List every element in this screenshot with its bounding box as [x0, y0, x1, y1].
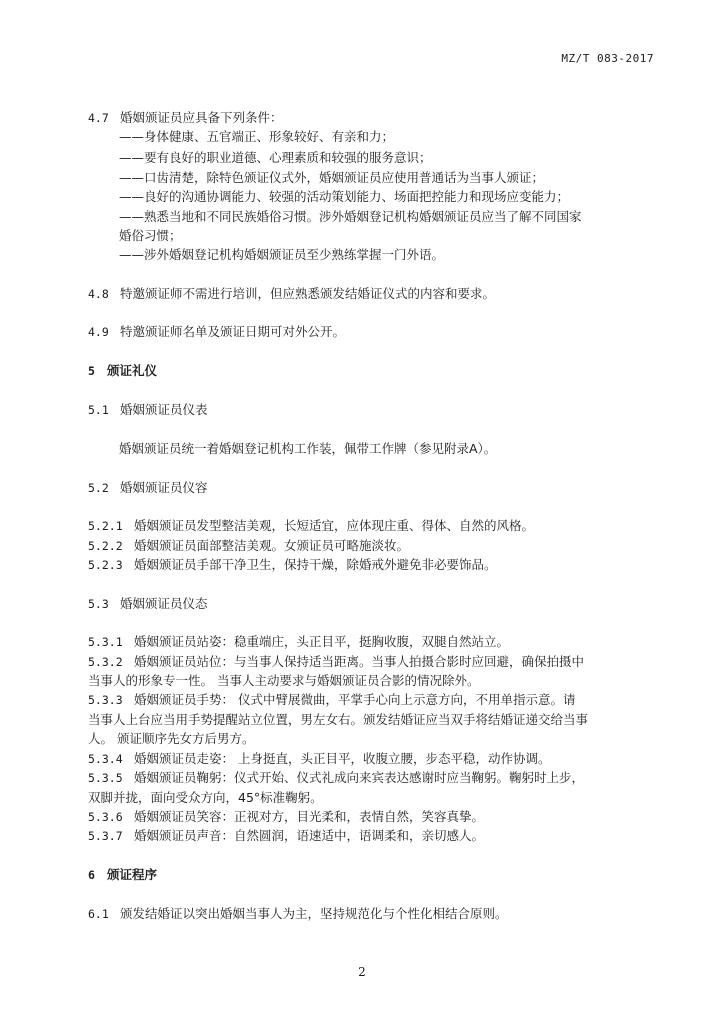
clause-number: 5.3	[88, 597, 109, 611]
list-item: ——良好的沟通协调能力、较强的活动策划能力、场面把控能力和现场应变能力；	[119, 189, 570, 204]
clause-5-3-3	[88, 692, 575, 708]
clause-number: 5.3.7	[88, 829, 123, 843]
paragraph: 婚姻颁证员统一着婚姻登记机构工作装，佩带工作牌（参见附录A）。	[119, 441, 497, 456]
clause-continuation: 人。 颁证顺序先女方后男方。	[88, 731, 255, 746]
clause-number: 4.8	[88, 287, 109, 301]
clause-number: 5.2.1	[88, 519, 123, 533]
clause-continuation: 当事人的形象专一性。 当事人主动要求与婚姻颁证员合影的情况除外。	[88, 673, 480, 688]
standard-code: MZ/T 083-2017	[561, 52, 654, 65]
clause-number: 5.2.2	[88, 539, 123, 553]
clause-number: 5.3.4	[88, 752, 123, 766]
clause-5-2-3	[88, 557, 497, 573]
clause-5-2-1	[88, 518, 534, 534]
clause-5-3-2	[88, 654, 584, 670]
clause-5-3-6	[88, 809, 484, 825]
clause-continuation: 当事人上台应当用手势提醒站立位置，男左女右。颁发结婚证应当双手将结婚证递交给当事	[88, 712, 589, 727]
clause-title: 婚姻颁证员仪表	[120, 402, 208, 417]
clause-text: 特邀颁证师名单及颁证日期可对外公开。	[120, 324, 346, 339]
clause-number: 5.3.1	[88, 635, 123, 649]
clause-text: 婚姻颁证员声音：自然圆润，语速适中，语调柔和，亲切感人。	[134, 828, 485, 843]
clause-5-1-heading	[88, 402, 208, 418]
list-item: ——要有良好的职业道德、心理素质和较强的服务意识；	[119, 150, 432, 165]
clause-text: 婚姻颁证员面部整洁美观。女颁证员可略施淡妆。	[134, 538, 410, 553]
clause-number: 4.7	[88, 111, 109, 125]
list-item: ——涉外婚姻登记机构婚姻颁证员至少熟练掌握一门外语。	[119, 247, 445, 262]
section-6-heading	[88, 867, 157, 883]
list-item: ——口齿清楚，除特色颁证仪式外，婚姻颁证员应使用普通话为当事人颁证；	[119, 170, 545, 185]
clause-5-3-4	[88, 751, 550, 767]
section-number: 5	[88, 364, 95, 378]
clause-title: 婚姻颁证员仪态	[120, 596, 208, 611]
clause-number: 6.1	[88, 907, 109, 921]
clause-5-3-1	[88, 634, 509, 650]
section-number: 6	[88, 868, 95, 882]
clause-4-7	[88, 110, 283, 126]
clause-text: 特邀颁证师不需进行培训，但应熟悉颁发结婚证仪式的内容和要求。	[120, 286, 496, 301]
clause-text: 婚姻颁证员应具备下列条件：	[120, 110, 283, 125]
clause-title: 婚姻颁证员仪容	[120, 480, 208, 495]
clause-text: 婚姻颁证员鞠躬：仪式开始、仪式礼成向来宾表达感谢时应当鞠躬。鞠躬时上步，	[134, 770, 585, 785]
section-5-heading	[88, 363, 157, 379]
clause-text: 颁发结婚证以突出婚姻当事人为主，坚持规范化与个性化相结合原则。	[120, 906, 508, 921]
page-number: 2	[358, 965, 366, 979]
clause-number: 5.3.2	[88, 655, 123, 669]
clause-4-9	[88, 324, 345, 340]
clause-text: 婚姻颁证员笑容：正视对方，目光柔和，表情自然，笑容真挚。	[134, 809, 485, 824]
list-item-continuation: 婚俗习惯；	[119, 228, 182, 243]
clause-text: 婚姻颁证员站姿：稳重端庄，头正目平，挺胸收腹，双腿自然站立。	[134, 634, 510, 649]
clause-5-3-7	[88, 828, 484, 844]
clause-continuation: 双脚并拢，面向受众方向，45°标准鞠躬。	[88, 790, 323, 805]
section-title: 颁证礼仪	[107, 363, 158, 378]
clause-5-2-2	[88, 538, 409, 554]
clause-4-8	[88, 286, 495, 302]
clause-number: 5.2	[88, 481, 109, 495]
clause-text: 婚姻颁证员手势： 仪式中臂展微曲，平掌手心向上示意方向，不用单指示意。请	[134, 692, 576, 707]
clause-number: 4.9	[88, 325, 109, 339]
clause-text: 婚姻颁证员发型整洁美观，长短适宜，应体现庄重、得体、自然的风格。	[134, 518, 535, 533]
clause-text: 婚姻颁证员走姿： 上身挺直，头正目平，收腹立腰，步态平稳，动作协调。	[134, 751, 551, 766]
clause-text: 婚姻颁证员站位：与当事人保持适当距离。当事人拍摄合影时应回避，确保拍摄中	[134, 654, 585, 669]
clause-number: 5.3.6	[88, 810, 123, 824]
clause-5-2-heading	[88, 480, 208, 496]
list-item: ——熟悉当地和不同民族婚俗习惯。涉外婚姻登记机构婚姻颁证员应当了解不同国家	[119, 209, 582, 224]
clause-5-3-5	[88, 770, 584, 786]
clause-number: 5.3.3	[88, 693, 123, 707]
section-title: 颁证程序	[107, 867, 158, 882]
clause-5-3-heading	[88, 596, 208, 612]
clause-number: 5.2.3	[88, 558, 123, 572]
clause-number: 5.1	[88, 403, 109, 417]
clause-text: 婚姻颁证员手部干净卫生，保持干燥，除婚戒外避免非必要饰品。	[134, 557, 497, 572]
clause-number: 5.3.5	[88, 771, 123, 785]
clause-6-1	[88, 906, 508, 922]
list-item: ——身体健康、五官端正、形象较好、有亲和力；	[119, 129, 395, 144]
